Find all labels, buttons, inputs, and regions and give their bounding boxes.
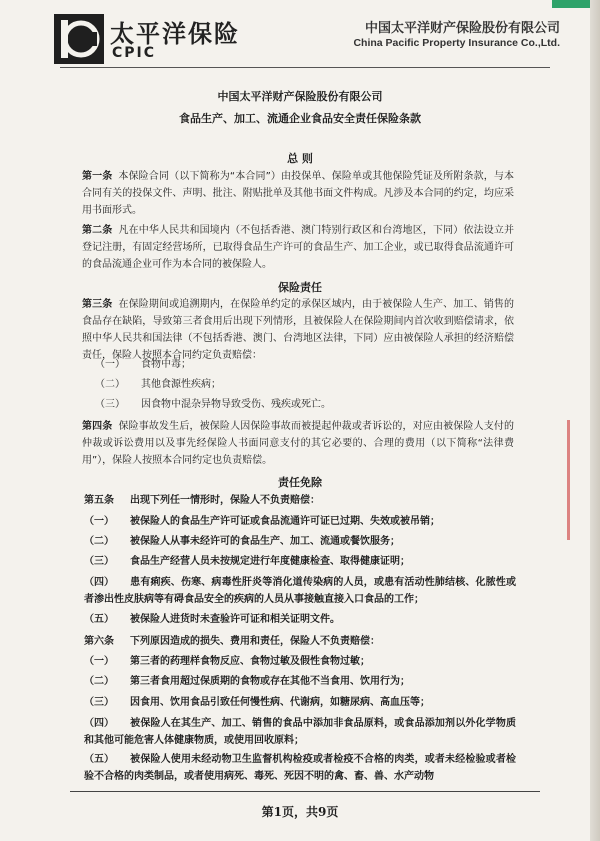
item-text: 因食物中混杂异物导致受伤、残疾或死亡。 <box>141 399 331 410</box>
item-text: 食品生产经营人员未按规定进行年度健康检查、取得健康证明； <box>130 556 410 567</box>
article-text: 下列原因造成的损失、费用和责任，保险人不负责赔偿： <box>130 636 380 647</box>
item-text: 食物中毒； <box>141 359 191 370</box>
list-item <box>84 533 516 550</box>
list-item <box>84 694 516 711</box>
item-number: （四） <box>84 577 114 588</box>
logo-cn-text: 太平洋保险 <box>110 20 240 48</box>
section-liability: 保险责任 <box>278 281 322 294</box>
list-item <box>95 396 515 413</box>
article-text: 保险事故发生后，被保险人因保险事故而被提起仲裁或者诉讼的，对应由被保险人支付的仲裁或诉讼费用以及事先经保险人书面同意支付的其它必要的、合理的费用（以下简称“法律费用”），保险人按照本合同约定也负责赔偿。 <box>82 421 515 466</box>
item-number: （三） <box>95 399 125 410</box>
item-text: 被保险人使用未经动物卫生监督机构检疫或者检疫不合格的肉类，或者未经检验或者检验不合格的肉类制品，或者使用病死、毒死、死因不明的禽、畜、兽、水产动物 <box>84 754 516 782</box>
article-label: 第四条 <box>82 421 113 432</box>
list-item <box>84 673 516 690</box>
item-text: 第三者的药理样食物反应、食物过敏及假性食物过敏； <box>130 656 370 667</box>
article-text: 在保险期间或追溯期内，在保险单约定的承保区域内，由于被保险人生产、加工、销售的食品存在缺陷，导致第三者食用后出现下列情形，且被保险人在保险期间内首次收到赔偿请求，依照中华人民共和国法律（不包括香港、澳门、台湾地区法律，下同）应由被保险人承担的经济赔偿责任，保险人按照本合同约定负责赔偿： <box>82 299 515 361</box>
article-label: 第二条 <box>82 225 113 236</box>
list-item <box>95 376 515 393</box>
cpic-logo-icon <box>54 14 104 64</box>
section-exclusion: 责任免除 <box>278 476 322 489</box>
footer-rule <box>70 791 540 792</box>
company-name-cn: 中国太平洋财产保险股份有限公司 <box>364 21 560 36</box>
list-item <box>84 751 516 785</box>
article-3 <box>82 296 514 364</box>
item-text: 被保险人从事未经许可的食品生产、加工、流通或餐饮服务； <box>130 536 400 547</box>
list-item <box>84 611 516 628</box>
item-number: （一） <box>84 656 114 667</box>
doc-company-title: 中国太平洋财产保险股份有限公司 <box>217 90 383 103</box>
list-item <box>84 513 516 530</box>
article-text: 本保险合同（以下简称为“本合同”）由投保单、保险单或其他保险凭证及所附条款，与本合同有关的投保文件、声明、批注、附贴批单及其他书面文件构成。凡涉及本合同的约定，均应采用书面形式。 <box>82 171 514 216</box>
item-text: 被保险人在其生产、加工、销售的食品中添加非食品原料，或食品添加剂以外化学物质和其他可能危害人体健康物质，或使用回收原料； <box>84 718 516 746</box>
article-text: 凡在中华人民共和国境内（不包括香港、澳门特别行政区和台湾地区，下同）依法设立并登记注册，有固定经营场所，已取得食品生产许可的食品生产、加工企业，或已取得食品流通许可的食品流通企业可作为本合同的被保险人。 <box>82 225 515 270</box>
list-item <box>84 553 516 570</box>
doc-title: 食品生产、加工、流通企业食品安全责任保险条款 <box>179 112 421 125</box>
item-number: （三） <box>84 697 114 708</box>
item-text: 患有痢疾、伤寒、病毒性肝炎等消化道传染病的人员，或患有活动性肺结核、化脓性或者渗出性皮肤病等有碍食品安全的疾病的人员从事接触直接入口食品的工作； <box>84 577 516 605</box>
item-number: （一） <box>84 516 114 527</box>
header-rule <box>60 67 550 68</box>
section-general: 总 则 <box>287 152 313 165</box>
article-label: 第六条 <box>84 636 114 647</box>
article-label: 第一条 <box>82 171 113 182</box>
item-number: （二） <box>84 536 114 547</box>
item-text: 其他食源性疾病； <box>141 379 221 390</box>
item-text: 因食用、饮用食品引致任何慢性病、代谢病，如糖尿病、高血压等； <box>130 697 430 708</box>
item-text: 被保险人的食品生产许可证或食品流通许可证已过期、失效或被吊销； <box>130 516 440 527</box>
page-edge-shadow <box>590 0 600 841</box>
article-2 <box>82 222 514 273</box>
item-number: （三） <box>84 556 114 567</box>
article-5 <box>84 492 516 509</box>
company-name-en: China Pacific Property Insurance Co.,Ltd. <box>353 37 560 49</box>
item-text: 被保险人进货时未查验许可证和相关证明文件。 <box>130 614 340 625</box>
item-number: （二） <box>95 379 125 390</box>
page-number: 第1页，共9页 <box>261 805 339 819</box>
item-number: （五） <box>84 754 114 765</box>
item-text: 第三者食用超过保质期的食物或存在其他不当食用、饮用行为； <box>130 676 410 687</box>
article-label: 第五条 <box>84 495 114 506</box>
article-text: 出现下列任一情形时，保险人不负责赔偿： <box>130 495 320 506</box>
list-item <box>84 715 516 749</box>
article-label: 第三条 <box>82 299 113 310</box>
article-6 <box>84 633 516 650</box>
list-item <box>84 653 516 670</box>
article-4 <box>82 418 514 469</box>
article-1 <box>82 168 514 219</box>
item-number: （一） <box>95 359 125 370</box>
item-number: （四） <box>84 718 114 729</box>
item-number: （五） <box>84 614 114 625</box>
item-number: （二） <box>84 676 114 687</box>
logo-en-text: CPIC <box>112 45 157 61</box>
list-item <box>84 574 516 608</box>
list-item <box>95 356 515 373</box>
